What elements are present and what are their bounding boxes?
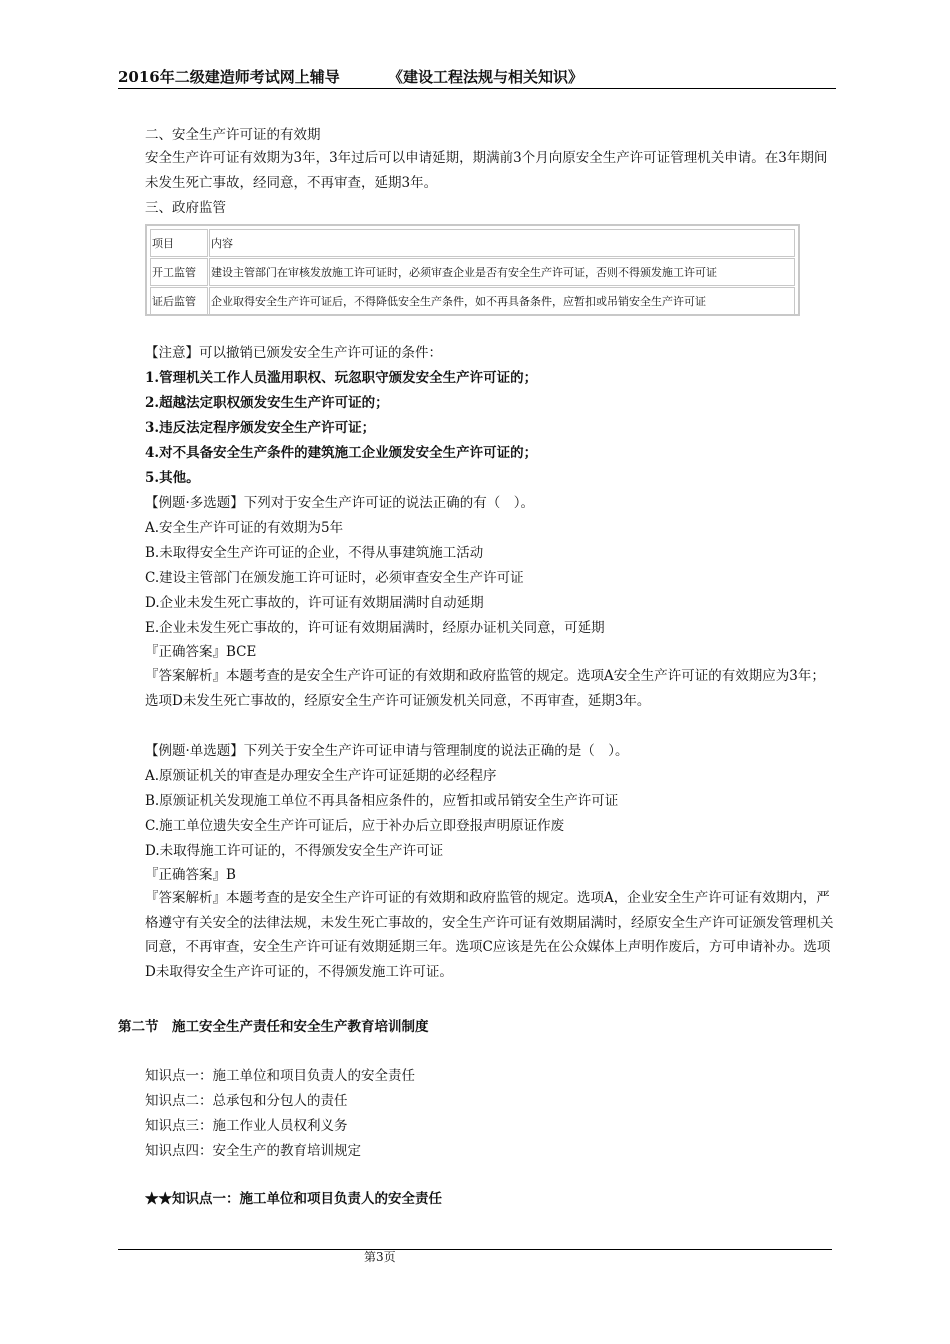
footer-divider [118,1249,832,1250]
q2-stem: 【例题·单选题】下列关于安全生产许可证申请与管理制度的说法正确的是（ ）。 [145,743,629,759]
knowledge-point: 知识点三：施工作业人员权利义务 [145,1118,348,1134]
table-cell: 企业取得安全生产许可证后，不得降低安全生产条件，如不再具备条件，应暂扣或吊销安全生产许可证 [209,287,795,315]
section-heading: 第二节 施工安全生产责任和安全生产教育培训制度 [118,1019,429,1035]
q1-answer: 『正确答案』BCE [145,644,257,660]
q2-answer: 『正确答案』B [145,867,236,883]
q2-option: B.原颁证机关发现施工单位不再具备相应条件的，应暂扣或吊销安全生产许可证 [145,793,619,809]
q1-option: D.企业未发生死亡事故的，许可证有效期届满时自动延期 [145,595,484,611]
q2-option: C.施工单位遗失安全生产许可证后，应于补办后立即登报声明原证作废 [145,818,565,834]
table-cell: 证后监管 [150,287,208,315]
section-2-text: 安全生产许可证有效期为3年，3年过后可以申请延期，期满前3个月向原安全生产许可证管理机关申请。在3年期间未发生死亡事故，经同意，不再审查，延期3年。 [145,150,828,191]
q1-option: B.未取得安全生产许可证的企业，不得从事建筑施工活动 [145,545,484,561]
knowledge-point-1-title: ★★知识点一：施工单位和项目负责人的安全责任 [145,1191,442,1207]
table-cell: 开工监管 [150,258,208,286]
table-header-cell: 项目 [150,229,208,257]
knowledge-point: 知识点一：施工单位和项目负责人的安全责任 [145,1068,415,1084]
table-cell: 建设主管部门在审核发放施工许可证时，必须审查企业是否有安全生产许可证，否则不得颁发施工许可证 [209,258,795,286]
table-row [150,287,795,315]
section-2-title: 二、安全生产许可证的有效期 [145,127,321,143]
note-item: 3.违反法定程序颁发安全生产许可证； [145,420,376,436]
table-header-row [150,229,795,257]
note-item: 1.管理机关工作人员滥用职权、玩忽职守颁发安全生产许可证的； [145,370,538,386]
q1-stem: 【例题·多选题】下列对于安全生产许可证的说法正确的有（ ）。 [145,495,535,511]
table-header-cell: 内容 [209,229,795,257]
q1-option: C.建设主管部门在颁发施工许可证时，必须审查安全生产许可证 [145,570,524,586]
q2-option: A.原颁证机关的审查是办理安全生产许可证延期的必经程序 [145,768,497,784]
q1-analysis: 『答案解析』本题考查的是安全生产许可证的有效期和政府监管的规定。选项A安全生产许可证的有效期应为3年；选项D未发生死亡事故的，经原安全生产许可证颁发机关同意，不再审查，延期3年。 [145,668,825,709]
q1-option: A.安全生产许可证的有效期为5年 [145,520,344,536]
header-book-title: 《建设工程法规与相关知识》 [388,68,584,86]
q2-option: D.未取得施工许可证的，不得颁发安全生产许可证 [145,843,444,859]
supervision-table [145,224,800,316]
note-item: 5.其他。 [145,470,200,486]
note-item: 4.对不具备安全生产条件的建筑施工企业颁发安全生产许可证的； [145,445,538,461]
section-3-title: 三、政府监管 [145,200,226,216]
knowledge-point: 知识点四：安全生产的教育培训规定 [145,1143,361,1159]
table-row [150,258,795,286]
header-title: 2016年二级建造师考试网上辅导 [118,68,340,86]
note-title: 【注意】可以撤销已颁发安全生产许可证的条件： [145,345,442,361]
note-item: 2.超越法定职权颁发安生生产许可证的； [145,395,389,411]
knowledge-point: 知识点二：总承包和分包人的责任 [145,1093,348,1109]
page-number: 第3页 [364,1250,396,1264]
q1-option: E.企业未发生死亡事故的，许可证有效期届满时，经原办证机关同意，可延期 [145,620,605,636]
q2-analysis: 『答案解析』本题考查的是安全生产许可证的有效期和政府监管的规定。选项A，企业安全生产许可证有效期内，严格遵守有关安全的法律法规，未发生死亡事故的，安全生产许可证有效期届满时，经原安全生产许可证颁发管理机关同意，不再审查，安全生产许可证有效期延期三年。选项C应该是先在公众媒体上声明作废后，方可申请补办。选项D未取得安全生产许可证的，不得颁发施工许可证。 [145,890,834,980]
page-header [118,62,836,89]
